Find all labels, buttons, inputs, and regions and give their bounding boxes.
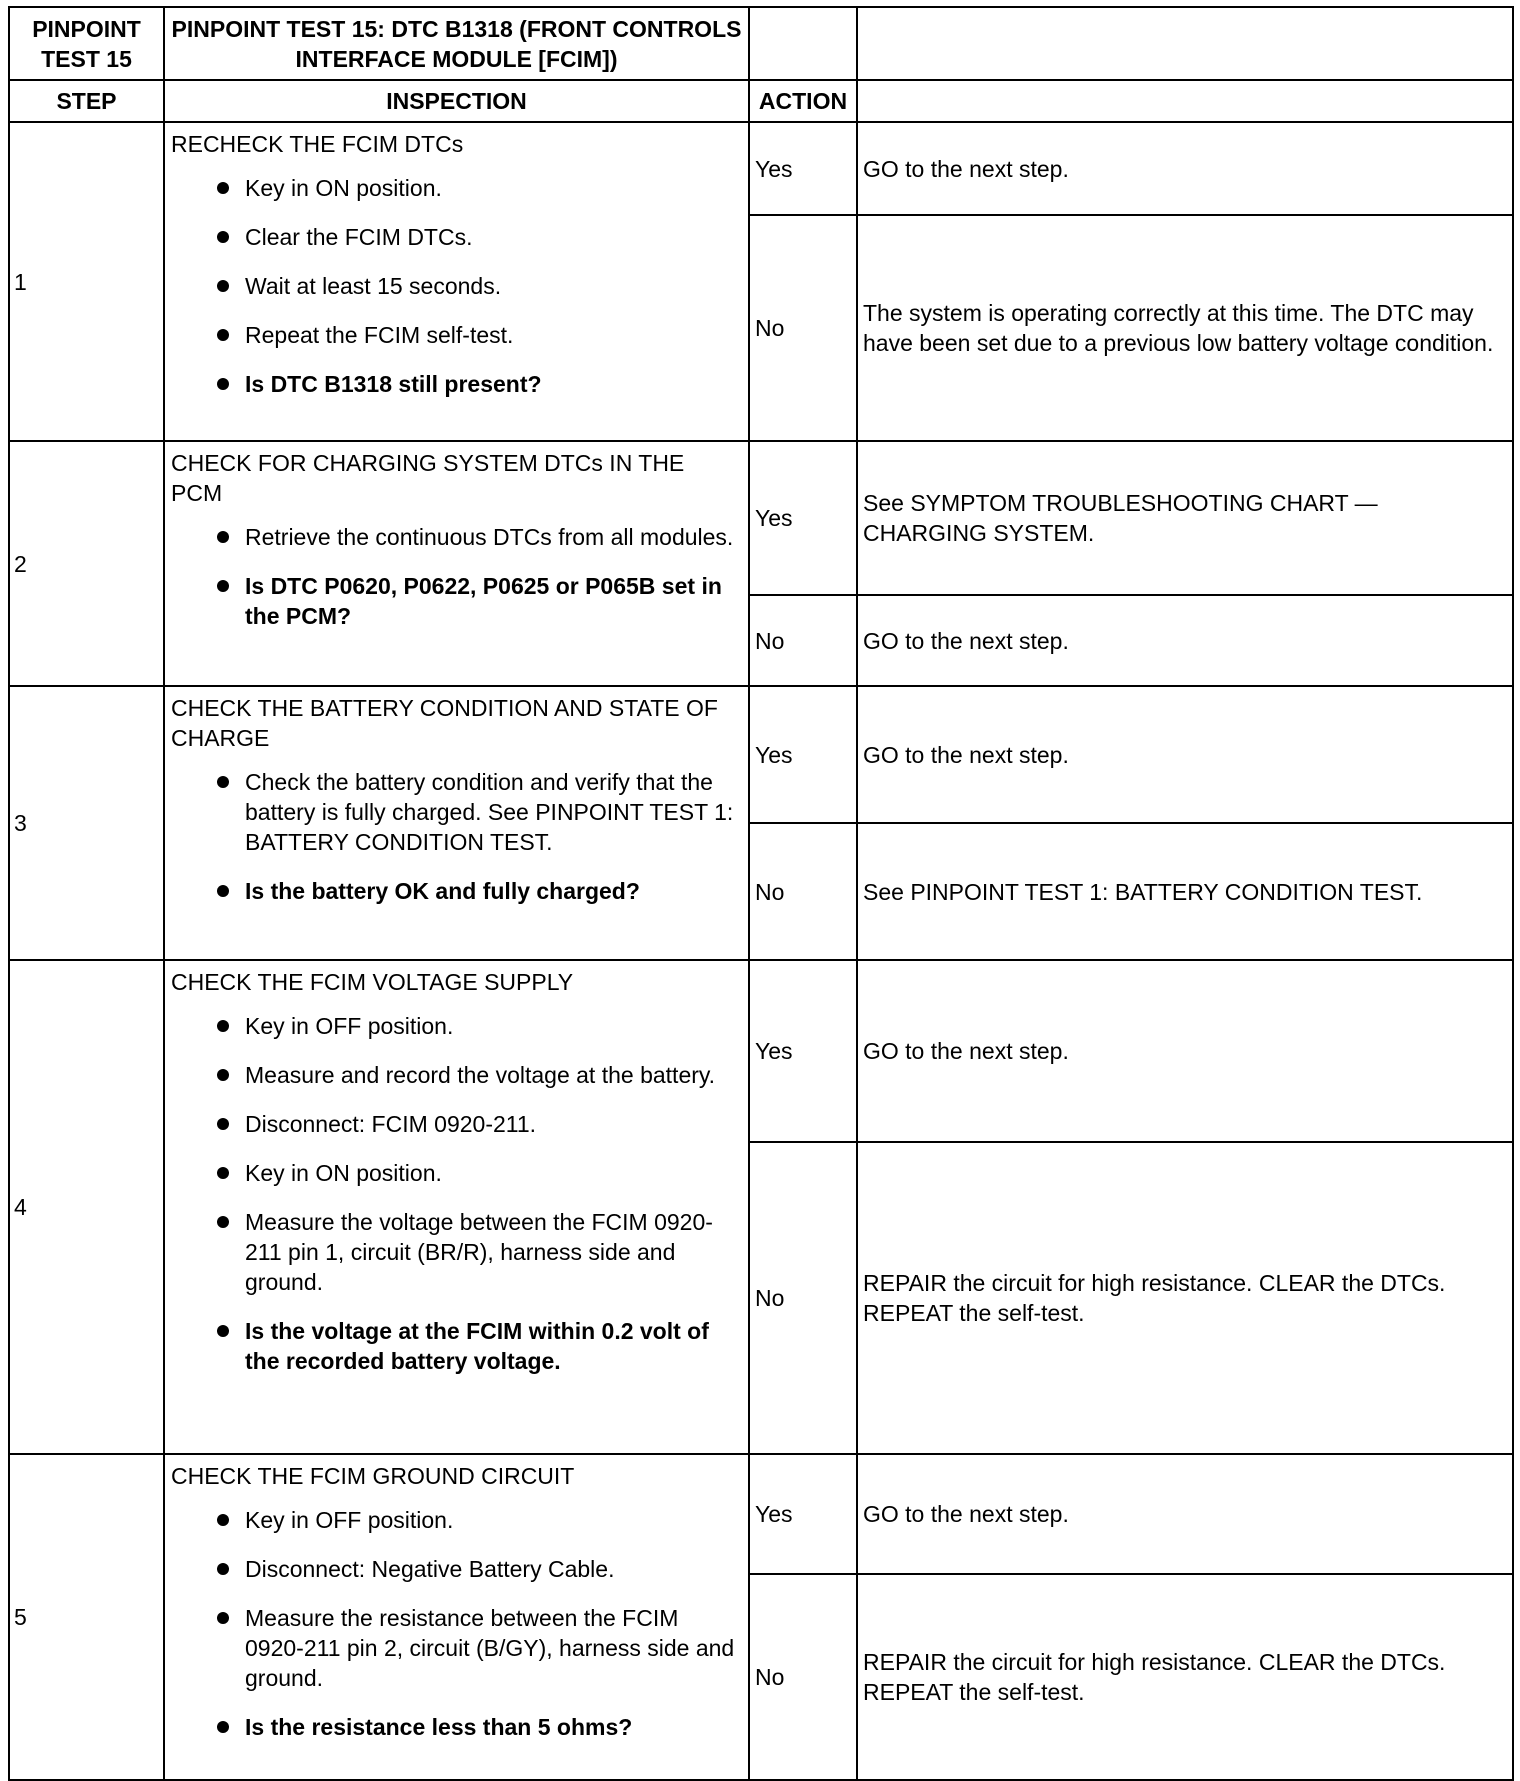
no-result-text: REPAIR the circuit for high resistance. CLEAR the DTCs. REPEAT the self-test. <box>863 1649 1446 1705</box>
inspection-title: CHECK THE FCIM VOLTAGE SUPPLY <box>171 969 574 995</box>
no-result-text: See PINPOINT TEST 1: BATTERY CONDITION TEST. <box>863 878 1423 905</box>
bullet-dot-icon <box>217 1325 229 1337</box>
inspection-cell <box>164 960 749 1454</box>
pinpoint-test-table <box>8 6 1514 1781</box>
step-row-yes <box>9 1454 1513 1574</box>
bullet-text: Disconnect: FCIM 0920-211. <box>245 1111 537 1137</box>
inspection-cell <box>164 441 749 686</box>
result-no <box>857 215 1513 441</box>
bullet-dot-icon <box>217 776 229 788</box>
inspection-list <box>171 522 740 631</box>
step-number <box>9 1454 164 1780</box>
bullet-dot-icon <box>217 885 229 897</box>
no-label: No <box>755 315 785 341</box>
inspection-list <box>171 1011 740 1376</box>
step-number <box>9 122 164 441</box>
inspection-bullet <box>171 271 740 301</box>
pinpoint-label-cell <box>9 7 164 80</box>
step-number <box>9 441 164 686</box>
no-label: No <box>755 627 785 654</box>
result-no <box>857 595 1513 686</box>
inspection-bullet <box>171 1207 740 1297</box>
bullet-dot-icon <box>217 280 229 292</box>
bullet-dot-icon <box>217 1721 229 1733</box>
action-yes <box>749 686 857 823</box>
bullet-text: Key in OFF position. <box>245 1013 454 1039</box>
title-empty-cell <box>857 7 1513 80</box>
action-yes <box>749 122 857 215</box>
test-title: PINPOINT TEST 15: DTC B1318 (FRONT CONTROLS INTERFACE MODULE [FCIM]) <box>171 15 742 72</box>
test-title-cell <box>164 7 749 80</box>
inspection-question <box>171 571 740 631</box>
question-text: Is DTC P0620, P0622, P0625 or P065B set in the PCM? <box>245 573 722 629</box>
inspection-cell <box>164 122 749 441</box>
bullet-dot-icon <box>217 580 229 592</box>
no-label: No <box>755 1285 785 1311</box>
bullet-dot-icon <box>217 1069 229 1081</box>
inspection-list <box>171 767 740 906</box>
no-result-text: GO to the next step. <box>863 627 1069 654</box>
question-text: Is the resistance less than 5 ohms? <box>245 1714 633 1740</box>
result-yes <box>857 122 1513 215</box>
inspection-bullet <box>171 1011 740 1041</box>
result-yes <box>857 1454 1513 1574</box>
step-number <box>9 960 164 1454</box>
inspection-bullet <box>171 1109 740 1139</box>
no-label: No <box>755 1664 785 1690</box>
inspection-cell <box>164 686 749 960</box>
action-yes <box>749 960 857 1142</box>
action-header-empty <box>857 80 1513 122</box>
step-number <box>9 686 164 960</box>
bullet-text: Measure and record the voltage at the battery. <box>245 1062 716 1088</box>
yes-label: Yes <box>755 505 793 531</box>
inspection-bullet <box>171 767 740 857</box>
action-no <box>749 1574 857 1780</box>
inspection-bullet <box>171 1505 740 1535</box>
yes-result-text: GO to the next step. <box>863 1501 1069 1527</box>
action-no <box>749 1142 857 1454</box>
bullet-dot-icon <box>217 378 229 390</box>
inspection-list <box>171 173 740 399</box>
bullet-dot-icon <box>217 1563 229 1575</box>
step-row-yes <box>9 686 1513 823</box>
bullet-text: Measure the voltage between the FCIM 0920-211 pin 1, circuit (BR/R), harness side and ground. <box>245 1209 713 1295</box>
title-row <box>9 7 1513 80</box>
title-empty-cell <box>749 7 857 80</box>
result-yes <box>857 960 1513 1142</box>
step-number-text: 5 <box>14 1604 27 1630</box>
inspection-bullet <box>171 522 740 552</box>
bullet-dot-icon <box>217 1612 229 1624</box>
inspection-cell <box>164 1454 749 1780</box>
result-no <box>857 1142 1513 1454</box>
inspection-bullet <box>171 320 740 350</box>
step-number-text: 1 <box>14 268 27 295</box>
step-number-text: 4 <box>14 1194 27 1220</box>
inspection-header <box>164 80 749 122</box>
inspection-title: CHECK THE FCIM GROUND CIRCUIT <box>171 1463 575 1489</box>
yes-result-text: GO to the next step. <box>863 1038 1069 1064</box>
inspection-bullet <box>171 1603 740 1693</box>
inspection-bullet <box>171 1554 740 1584</box>
step-header-label: STEP <box>56 88 117 114</box>
yes-result-text: See SYMPTOM TROUBLESHOOTING CHART — CHARGING SYSTEM. <box>863 490 1378 546</box>
action-yes <box>749 441 857 595</box>
result-no <box>857 823 1513 960</box>
inspection-question <box>171 1316 740 1376</box>
bullet-text: Disconnect: Negative Battery Cable. <box>245 1556 615 1582</box>
yes-label: Yes <box>755 1038 793 1064</box>
bullet-dot-icon <box>217 1216 229 1228</box>
bullet-text: Measure the resistance between the FCIM 0920-211 pin 2, circuit (B/GY), harness side and ground. <box>245 1605 735 1691</box>
yes-result-text: GO to the next step. <box>863 155 1069 182</box>
inspection-header-label: INSPECTION <box>386 88 527 114</box>
bullet-text: Key in ON position. <box>245 1160 442 1186</box>
step-row-yes <box>9 960 1513 1142</box>
no-label: No <box>755 878 785 905</box>
inspection-question <box>171 369 740 399</box>
question-text: Is the voltage at the FCIM within 0.2 volt of the recorded battery voltage. <box>245 1318 709 1374</box>
yes-label: Yes <box>755 741 793 768</box>
inspection-bullet <box>171 222 740 252</box>
bullet-dot-icon <box>217 1020 229 1032</box>
inspection-question <box>171 876 740 906</box>
step-number-text: 2 <box>14 550 27 577</box>
bullet-dot-icon <box>217 329 229 341</box>
question-text: Is the battery OK and fully charged? <box>245 878 640 904</box>
step-header <box>9 80 164 122</box>
step-rows <box>9 122 1513 1780</box>
bullet-dot-icon <box>217 1514 229 1526</box>
result-yes <box>857 686 1513 823</box>
no-result-text: REPAIR the circuit for high resistance. CLEAR the DTCs. REPEAT the self-test. <box>863 1270 1446 1326</box>
bullet-dot-icon <box>217 182 229 194</box>
question-text: Is DTC B1318 still present? <box>245 371 542 397</box>
result-yes <box>857 441 1513 595</box>
column-header-row <box>9 80 1513 122</box>
bullet-text: Retrieve the continuous DTCs from all modules. <box>245 524 734 550</box>
result-no <box>857 1574 1513 1780</box>
bullet-text: Wait at least 15 seconds. <box>245 273 502 299</box>
yes-result-text: GO to the next step. <box>863 741 1069 768</box>
bullet-text: Clear the FCIM DTCs. <box>245 224 473 250</box>
step-number-text: 3 <box>14 810 27 836</box>
inspection-bullet <box>171 173 740 203</box>
action-header-label: ACTION <box>758 88 848 114</box>
bullet-dot-icon <box>217 1118 229 1130</box>
yes-label: Yes <box>755 1501 793 1527</box>
inspection-list <box>171 1505 740 1742</box>
inspection-title: CHECK THE BATTERY CONDITION AND STATE OF CHARGE <box>171 695 718 751</box>
no-result-text: The system is operating correctly at this time. The DTC may have been set due to a previous low battery voltage condition. <box>863 300 1494 356</box>
inspection-title: CHECK FOR CHARGING SYSTEM DTCs IN THE PCM <box>171 450 685 506</box>
bullet-text: Check the battery condition and verify that the battery is fully charged. See PINPOINT TEST 1: BATTERY CONDITION TEST. <box>245 769 734 855</box>
pinpoint-label: PINPOINT TEST 15 <box>32 15 141 72</box>
step-row-yes <box>9 441 1513 595</box>
action-yes <box>749 1454 857 1574</box>
yes-label: Yes <box>755 155 793 182</box>
inspection-title: RECHECK THE FCIM DTCs <box>171 131 464 157</box>
bullet-text: Key in OFF position. <box>245 1507 454 1533</box>
bullet-dot-icon <box>217 531 229 543</box>
bullet-dot-icon <box>217 1167 229 1179</box>
action-header <box>749 80 857 122</box>
inspection-bullet <box>171 1158 740 1188</box>
bullet-dot-icon <box>217 231 229 243</box>
action-no <box>749 823 857 960</box>
inspection-question <box>171 1712 740 1742</box>
step-row-yes <box>9 122 1513 215</box>
bullet-text: Repeat the FCIM self-test. <box>245 322 514 348</box>
inspection-bullet <box>171 1060 740 1090</box>
action-no <box>749 215 857 441</box>
action-no <box>749 595 857 686</box>
bullet-text: Key in ON position. <box>245 175 442 201</box>
